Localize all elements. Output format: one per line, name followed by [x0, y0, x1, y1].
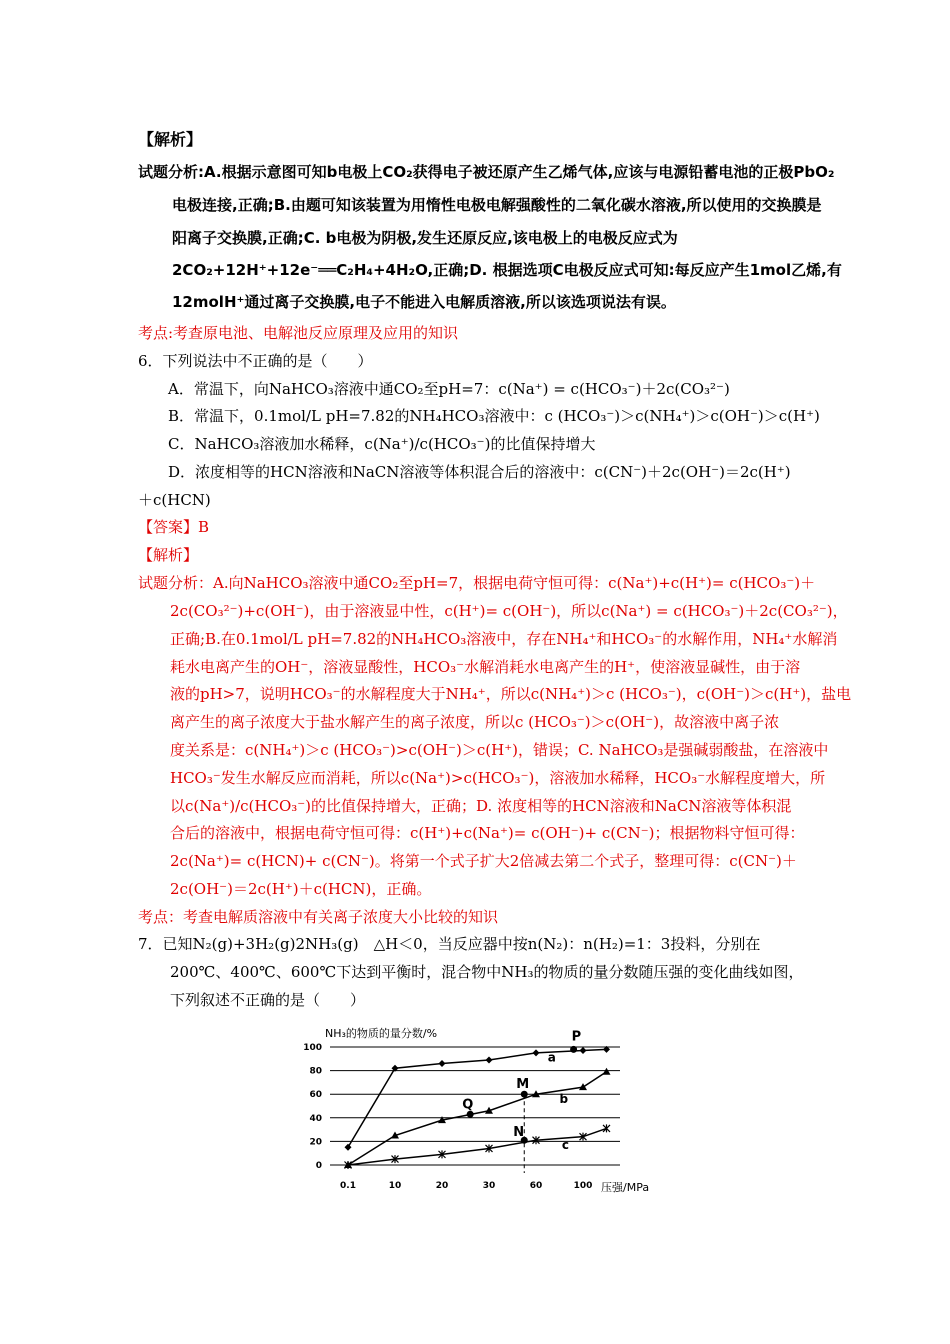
data-point-b [603, 1068, 611, 1075]
y-tick-label: 0 [315, 1161, 322, 1171]
q6-analysis-line: 度关系是：c(NH₄⁺)＞c (HCO₃⁻)>c(OH⁻)＞c(H⁺)，错误；C. NaHCO₃是强碱弱酸盐，在溶液中 [170, 741, 829, 759]
q6-analysis-line: 试题分析：A.向NaHCO₃溶液中通CO₂至pH=7，根据电荷守恒可得：c(Na⁺)+c(H⁺)= c(HCO₃⁻)＋ [138, 574, 816, 592]
nh3-fraction-chart [290, 1022, 670, 1202]
q6-analysis-line: 耗水电离产生的OH⁻，溶液显酸性，HCO₃⁻水解消耗水电离产生的H⁺，使溶液显碱性，由于溶 [170, 658, 801, 676]
point-label-n: N [513, 1125, 525, 1141]
series-label-a: a [547, 1050, 556, 1065]
q6-option-c: C．NaHCO₃溶液加水稀释，c(Na⁺)/c(HCO₃⁻)的比值保持增大 [168, 435, 596, 453]
q6-option-d-cont: ＋c(HCN) [138, 491, 211, 509]
q6-kaodian: 考点：考查电解质溶液中有关离子浓度大小比较的知识 [138, 908, 499, 926]
q7-line: 下列叙述不正确的是（ ） [170, 991, 366, 1009]
q6-analysis-line: 以c(Na⁺)/c(HCO₃⁻)的比值保持增大，正确；D. 浓度相等的HCN溶液和NaCN溶液等体积混 [170, 797, 792, 815]
data-point-a [439, 1060, 446, 1067]
y-tick-label: 40 [309, 1113, 322, 1124]
data-point-c [603, 1124, 610, 1132]
data-point-a [533, 1049, 540, 1056]
q6-analysis-line: 离产生的离子浓度大于盐水解产生的离子浓度，所以c (HCO₃⁻)＞c(OH⁻)，故溶液中离子浓 [170, 713, 780, 731]
x-tick-label: 100 [573, 1181, 593, 1191]
y-tick-label: 100 [303, 1043, 322, 1053]
series-label-c: c [561, 1137, 569, 1152]
q6-analysis-line: 2c(CO₃²⁻)+c(OH⁻)，由于溶液显中性，c(H⁺)= c(OH⁻)，所以c(Na⁺) = c(HCO₃⁻)＋2c(CO₃²⁻)， [170, 602, 848, 620]
y-tick-label: 20 [309, 1137, 322, 1148]
analysis-line: 电极连接,正确;B.由题可知该装置为用惰性电极电解强酸性的二氧化碳水溶液,所以使用的交换膜是 [172, 196, 822, 214]
x-axis-title: 压强/MPa [601, 1181, 650, 1194]
analysis-line: 试题分析:A.根据示意图可知b电极上CO₂获得电子被还原产生乙烯气体,应该与电源铅蓄电池的正极PbO₂ [138, 163, 835, 181]
q7-line: 200℃、400℃、600℃下达到平衡时，混合物中NH₃的物质的量分数随压强的变化曲线如图， [170, 963, 804, 981]
q6-analysis-line: 2c(Na⁺)= c(HCN)+ c(CN⁻)。将第一个式子扩大2倍减去第二个式子，整理可得：c(CN⁻)＋ [170, 852, 797, 870]
q6-option-b: B．常温下，0.1mol/L pH=7.82的NH₄HCO₃溶液中：c (HCO₃⁻)＞c(NH₄⁺)＞c(OH⁻)＞c(H⁺) [168, 407, 820, 425]
q6-option-d: D．浓度相等的HCN溶液和NaCN溶液等体积混合后的溶液中：c(CN⁻)＋2c(OH⁻)＝2c(H⁺) [168, 463, 791, 481]
q6-stem: 6．下列说法中不正确的是（ ） [138, 352, 373, 370]
q6-analysis-line: 合后的溶液中，根据电荷守恒可得：c(H⁺)+c(Na⁺)= c(OH⁻)+ c(CN⁻)；根据物料守恒可得： [170, 824, 805, 842]
analysis-line: 阳离子交换膜,正确;C. b电极为阴极,发生还原反应,该电极上的电极反应式为 [172, 229, 678, 247]
point-label-q: Q [462, 1097, 474, 1113]
y-tick-label: 80 [309, 1066, 322, 1077]
q6-option-a: A．常温下，向NaHCO₃溶液中通CO₂至pH=7：c(Na⁺) = c(HCO₃⁻)＋2c(CO₃²⁻) [168, 380, 730, 398]
point-label-m: M [516, 1077, 530, 1093]
y-tick-label: 60 [309, 1090, 322, 1101]
data-point-a [345, 1144, 352, 1151]
series-label-b: b [559, 1091, 569, 1106]
x-tick-label: 60 [529, 1181, 543, 1191]
x-tick-label: 0.1 [340, 1181, 356, 1191]
point-p [570, 1046, 577, 1053]
q6-analysis-line: HCO₃⁻发生水解反应而消耗，所以c(Na⁺)>c(HCO₃⁻)，溶液加水稀释，HCO₃⁻水解程度增大，所 [170, 769, 826, 787]
kaodian-5: 考点:考查原电池、电解池反应原理及应用的知识 [138, 324, 459, 342]
q6-answer: 【答案】B [138, 518, 210, 536]
data-point-b [579, 1083, 587, 1090]
x-tick-label: 20 [435, 1181, 449, 1191]
data-point-a [580, 1047, 587, 1054]
q6-analysis-line: 正确;B.在0.1mol/L pH=7.82的NH₄HCO₃溶液中，存在NH₄⁺和HCO₃⁻的水解作用，NH₄⁺水解消 [170, 630, 838, 648]
q6-analysis-line: 液的pH>7，说明HCO₃⁻的水解程度大于NH₄⁺，所以c(NH₄⁺)＞c (HCO₃⁻)，c(OH⁻)＞c(H⁺)，盐电 [170, 685, 852, 703]
x-tick-label: 30 [482, 1181, 496, 1191]
y-axis-title: NH₃的物质的量分数/% [325, 1027, 438, 1040]
data-point-a [486, 1056, 493, 1063]
analysis-line: 2CO₂+12H⁺+12e⁻══C₂H₄+4H₂O,正确;D. 根据选项C电极反应式可知:每反应产生1mol乙烯,有 [172, 261, 842, 279]
q7-line: 7．已知N₂(g)+3H₂(g)2NH₃(g) △H＜0，当反应器中按n(N₂)：n(H₂)=1：3投料，分别在 [138, 935, 761, 953]
point-label-p: P [571, 1029, 582, 1045]
q6-analysis-header: 【解析】 [138, 546, 199, 564]
analysis-line: 12molH⁺通过离子交换膜,电子不能进入电解质溶液,所以该选项说法有误。 [172, 293, 676, 311]
analysis-header: 【解析】 [138, 130, 203, 149]
x-tick-label: 10 [388, 1181, 402, 1191]
q6-analysis-line: 2c(OH⁻)＝2c(H⁺)＋c(HCN)，正确。 [170, 880, 432, 898]
